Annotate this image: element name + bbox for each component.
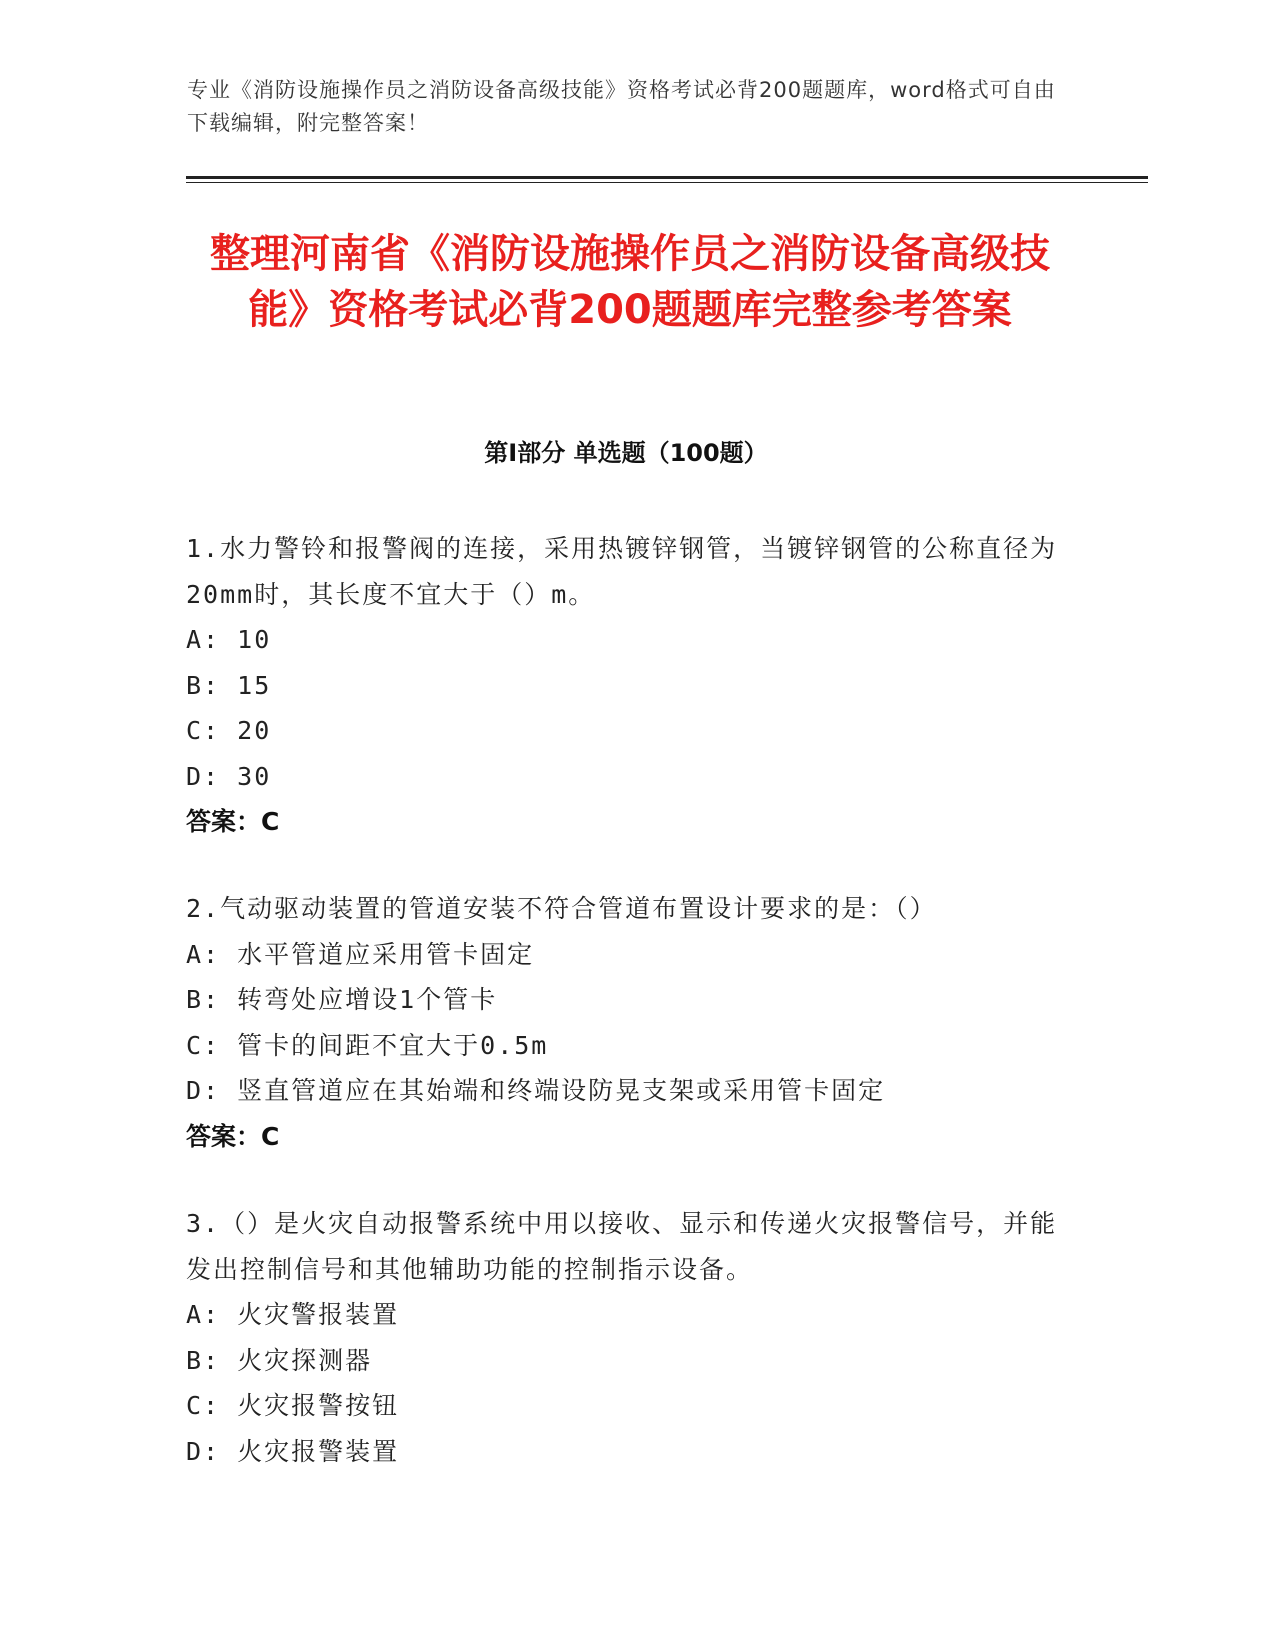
option-c: C: 20 xyxy=(186,716,272,745)
option-a: A: 火灾警报装置 xyxy=(186,1300,400,1329)
option-b: B: 15 xyxy=(186,670,272,700)
option-a: A: 水平管道应采用管卡固定 xyxy=(186,939,535,969)
header-divider-thin xyxy=(186,182,1148,183)
option-c: C: 管卡的间距不宜大于0.5m xyxy=(186,1030,549,1060)
option-b: B: 转弯处应增设1个管卡 xyxy=(186,985,498,1014)
question-1 xyxy=(186,526,1066,845)
document-title: 整理河南省《消防设施操作员之消防设备高级技能》资格考试必背200题题库完整参考答案 xyxy=(210,231,1050,333)
section-title: 第Ⅰ部分 单选题（100题） xyxy=(484,439,768,467)
question-2 xyxy=(186,886,1066,1159)
option-b: B: 火灾探测器 xyxy=(186,1345,373,1375)
question-stem: 3.（）是火灾自动报警系统中用以接收、显示和传递火灾报警信号，并能发出控制信号和其他辅助功能的控制指示设备。 xyxy=(186,1209,1058,1284)
option-d: D: 竖直管道应在其始端和终端设防晃支架或采用管卡固定 xyxy=(186,1076,886,1105)
option-a: A: 10 xyxy=(186,625,272,654)
header-divider-thick xyxy=(186,176,1148,179)
question-3 xyxy=(186,1201,1066,1474)
answer: 答案：C xyxy=(186,807,280,836)
answer: 答案：C xyxy=(186,1121,280,1151)
option-d: D: 30 xyxy=(186,761,272,791)
option-c: C: 火灾报警按钮 xyxy=(186,1391,400,1420)
question-stem: 1.水力警铃和报警阀的连接，采用热镀锌钢管，当镀锌钢管的公称直径为20mm时，其长度不宜大于（）m。 xyxy=(186,534,1058,609)
question-stem: 2.气动驱动装置的管道安装不符合管道布置设计要求的是：（） xyxy=(186,894,937,923)
option-d: D: 火灾报警装置 xyxy=(186,1436,400,1466)
header-note: 专业《消防设施操作员之消防设备高级技能》资格考试必背200题题库，word格式可自由下载编辑，附完整答案！ xyxy=(187,78,1056,135)
